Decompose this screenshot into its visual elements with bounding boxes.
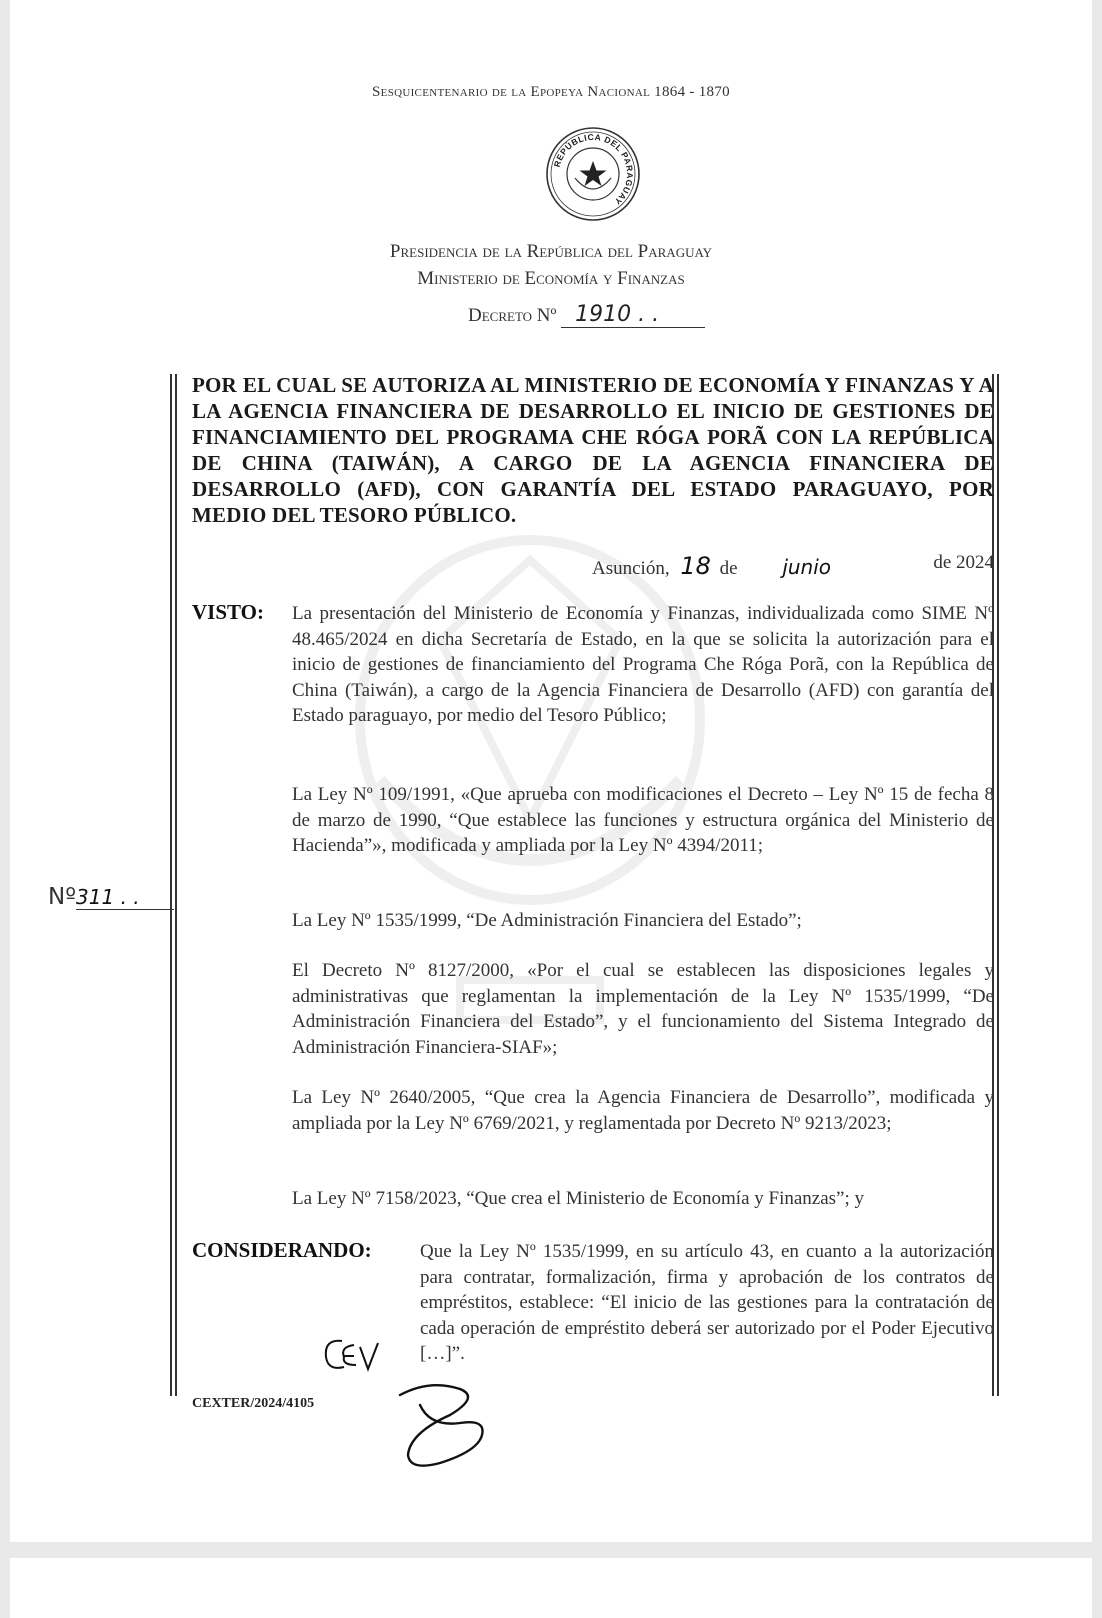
right-border-line <box>997 374 999 1396</box>
date-year: de 2024 <box>933 552 994 573</box>
reference-code: CEXTER/2024/4105 <box>192 1396 315 1411</box>
decree-number-line <box>468 302 705 328</box>
date-day: 18 <box>680 552 711 580</box>
visto-label: VISTO: <box>192 600 264 624</box>
initials-signature <box>320 1335 384 1379</box>
next-page-edge <box>10 1558 1092 1618</box>
decree-number: 1910 . . <box>561 302 705 328</box>
visto-paragraph-5: La Ley Nº 2640/2005, “Que crea la Agencia Financiera de Desarrollo”, modificada y ampliada por la Ley Nº 6769/2021, y reglamentada por Decreto Nº 9213/2023; <box>292 1087 994 1134</box>
margin-number-value: 311 . . <box>76 885 174 910</box>
visto-paragraph-6: La Ley Nº 7158/2023, “Que crea el Ministerio de Economía y Finanzas”; y <box>292 1188 865 1209</box>
signature <box>390 1375 500 1475</box>
seal-text: REPÚBLICA DEL PARAGUAY <box>551 131 636 208</box>
date-de: de <box>719 558 738 579</box>
ministry-title: Ministerio de Economía y Finanzas <box>417 268 685 289</box>
visto-paragraph-1: La presentación del Ministerio de Economía y Finanzas, individualizada como SIME Nº 48.465/2024 en dicha Secretaría de Estado, en la que se solicita la autorización para el inicio de gestiones de financiamiento del Programa Che Róga Porã, con la República de China (Taiwán), a cargo de la Agencia Financiera de Desarrollo (AFD) con garantía del Estado paraguayo, por medio del Tesoro Público; <box>292 603 994 726</box>
considerando-label: CONSIDERANDO: <box>192 1238 372 1262</box>
visto-paragraph-4: El Decreto Nº 8127/2000, «Por el cual se establecen las disposiciones legales y administrativas que reglamentan la implementación de la Ley Nº 1535/1999, “De Administración Financiera del Estado”, y el funcionamiento del Sistema Integrado de Administración Financiera-SIAF»; <box>292 960 994 1058</box>
considerando-paragraph-1: Que la Ley Nº 1535/1999, en su artículo 43, en cuanto a la autorización para contratar, formalización, firma y aprobación de los contratos de empréstitos, establece: “El inicio de las gestiones para la contratación de cada operación de empréstito deberá ser autorizado por el Poder Ejecutivo […]”. <box>420 1241 994 1364</box>
date-month: junio <box>782 555 832 579</box>
decree-title: POR EL CUAL SE AUTORIZA AL MINISTERIO DE ECONOMÍA Y FINANZAS Y A LA AGENCIA FINANCIERA DE DESARROLLO EL INICIO DE GESTIONES DE FINANCIAMIENTO DEL PROGRAMA CHE RÓGA PORÃ CON LA REPÚBLICA DE CHINA (TAIWÁN), A CARGO DE LA AGENCIA FINANCIERA DE DESARROLLO (AFD), CON GARANTÍA DEL ESTADO PARAGUAYO, POR MEDIO DEL TESORO PÚBLICO. <box>192 373 994 527</box>
date-place: Asunción, <box>592 558 670 579</box>
margin-number <box>48 884 174 910</box>
date-line <box>592 552 994 580</box>
left-border-line-inner <box>175 374 177 1396</box>
presidency-title: Presidencia de la República del Paraguay <box>389 241 713 262</box>
issuer-block <box>10 238 1092 292</box>
republic-seal-icon <box>545 126 641 222</box>
decree-label: Decreto Nº <box>468 305 557 326</box>
commemoration-header: Sesquicentenario de la Epopeya Nacional 1864 - 1870 <box>372 84 730 100</box>
visto-paragraph-3: La Ley Nº 1535/1999, “De Administración Financiera del Estado”; <box>292 910 802 931</box>
visto-paragraph-2: La Ley Nº 109/1991, «Que aprueba con modificaciones el Decreto – Ley Nº 15 de fecha 8 de marzo de 1990, “Que establece las funciones y estructura orgánica del Ministerio de Hacienda”», modificada y ampliada por la Ley Nº 4394/2011; <box>292 784 994 856</box>
margin-number-label: Nº <box>48 884 77 910</box>
document-page <box>10 0 1092 1542</box>
